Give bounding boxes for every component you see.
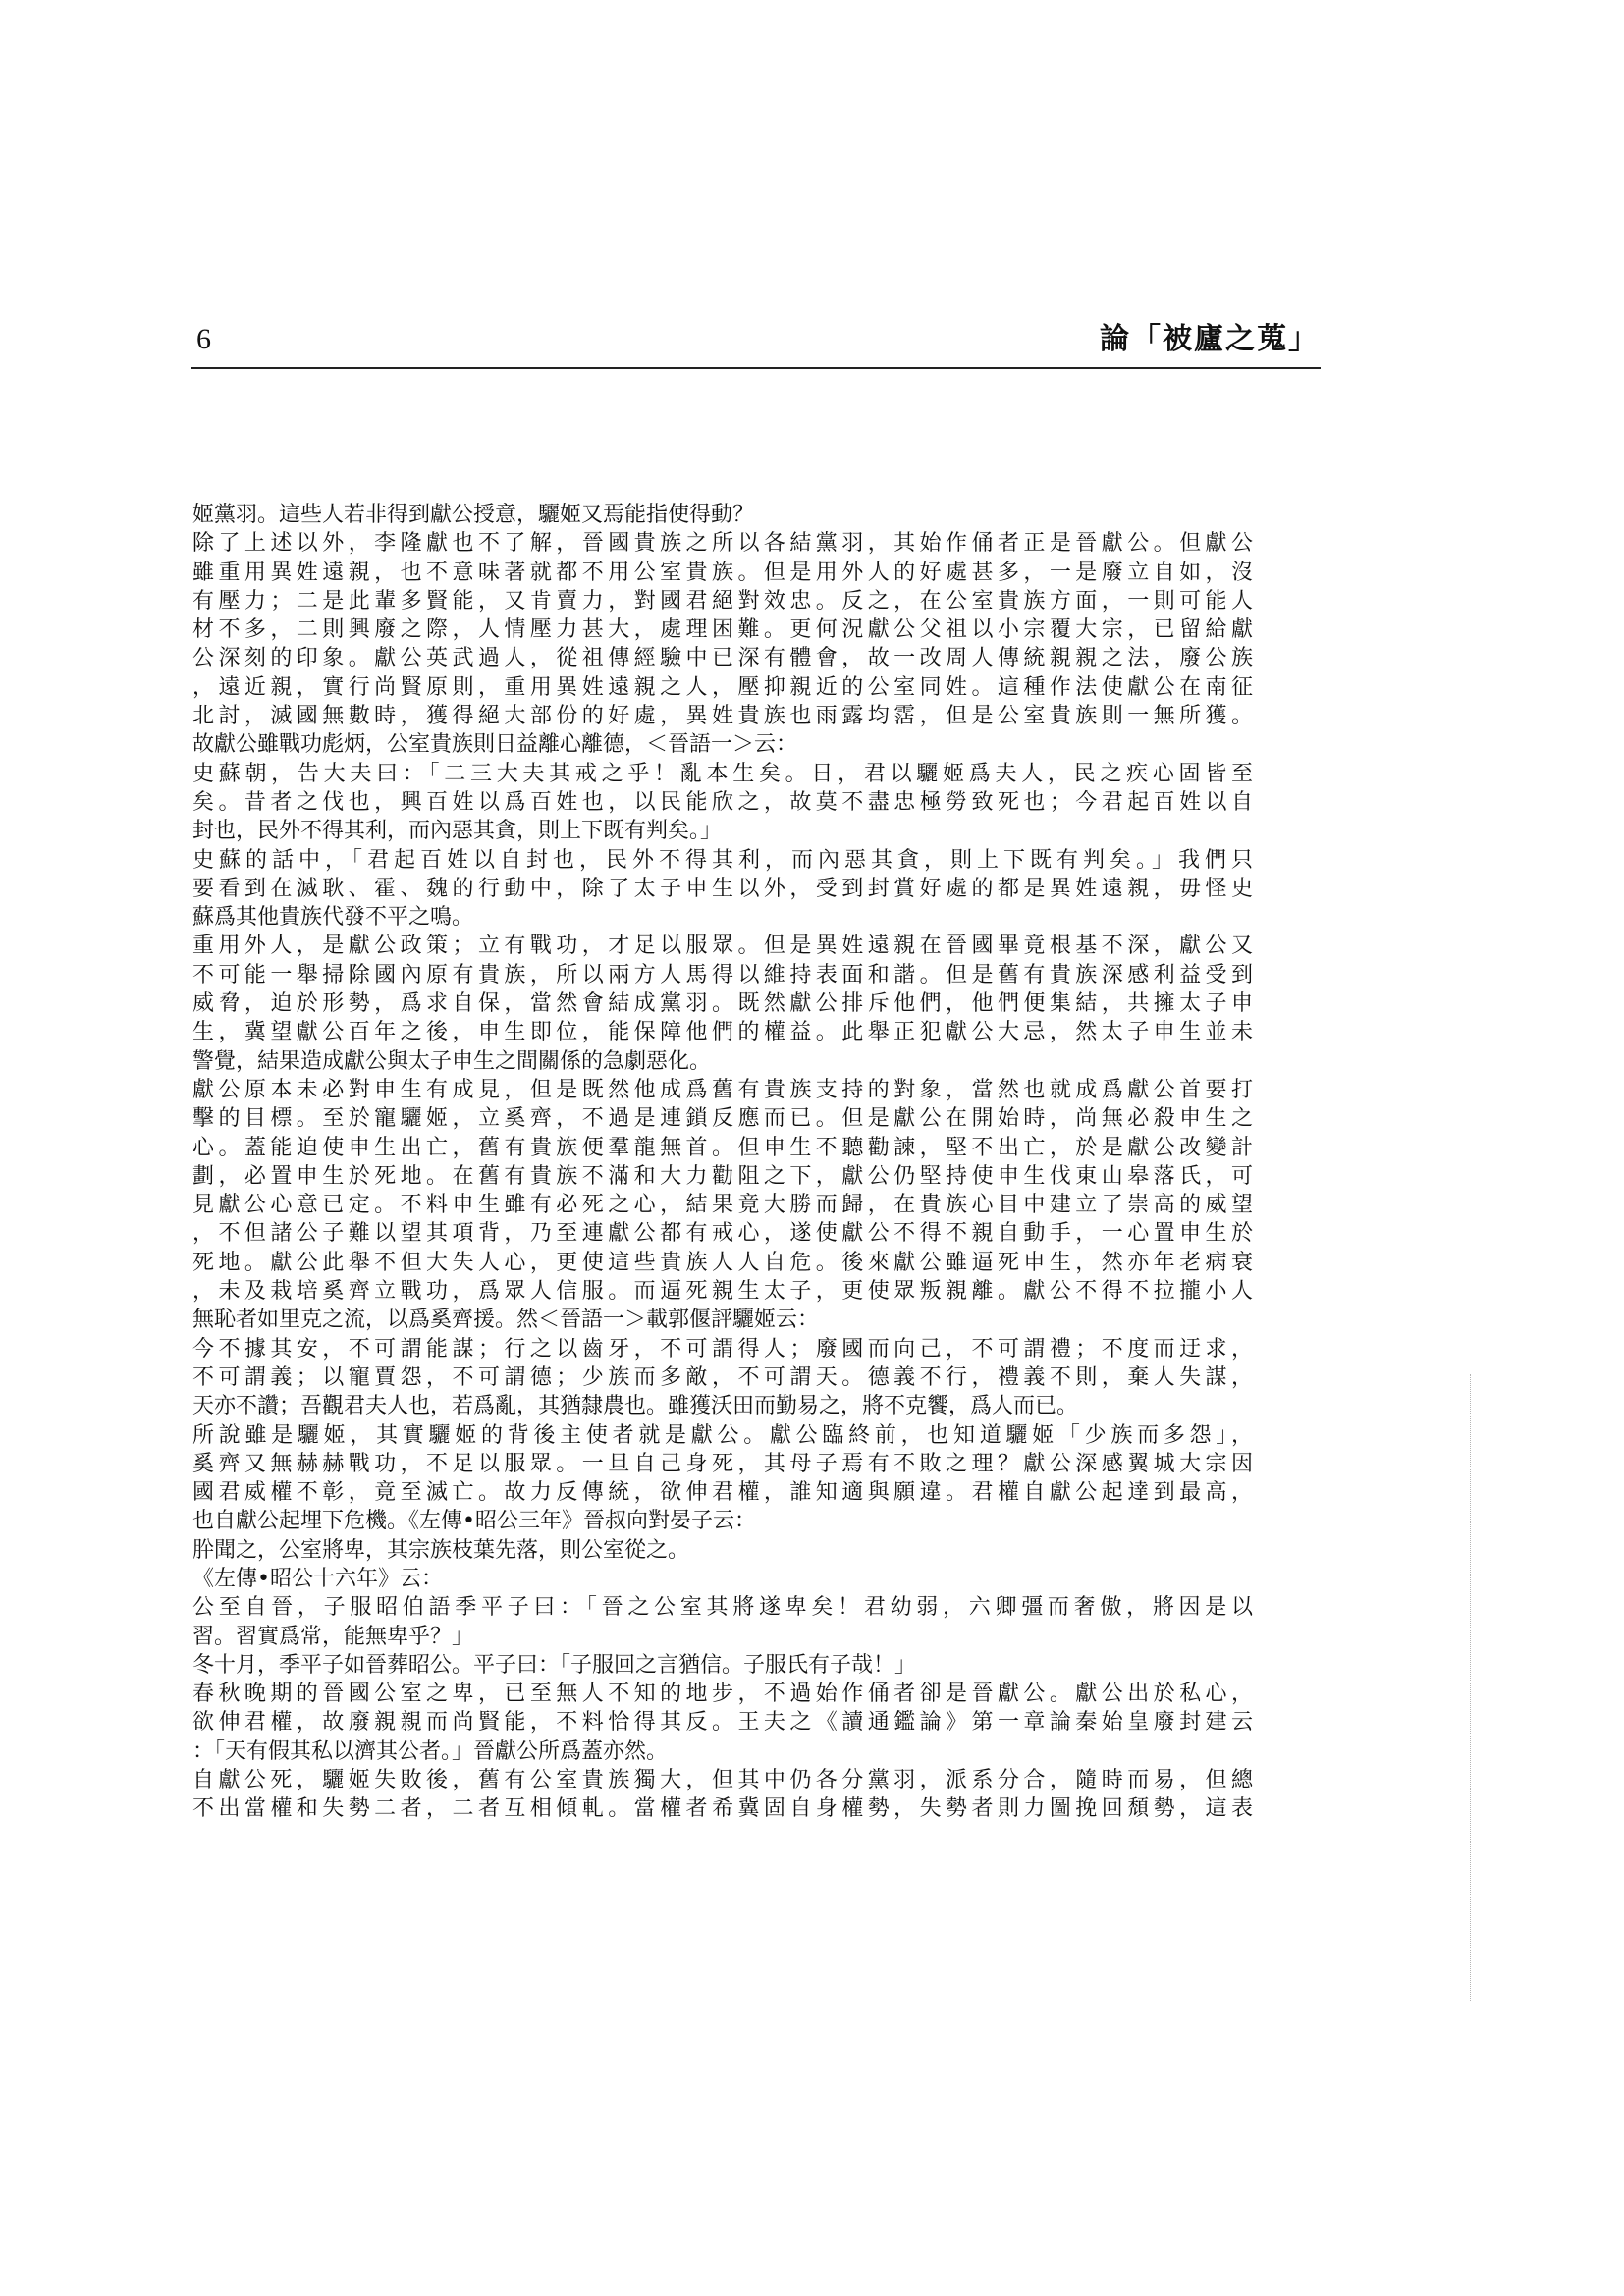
text-line: 天亦不讚；吾觀君夫人也，若爲亂，其猶隸農也。雖獲沃田而勤易之，將不克饗，爲人而已。 [192,1394,1079,1419]
body-text [192,501,1253,1824]
text-line: 《左傳•昭公十六年》云： [192,1566,443,1591]
text-line: 今不據其安，不可謂能謀；行之以齒牙，不可謂得人；廢國而向己，不可謂禮；不度而迂求， [192,1336,1253,1362]
text-line: 警覺，結果造成獻公與太子申生之間關係的急劇惡化。 [192,1048,712,1074]
text-line: 除了上述以外，李隆獻也不了解，晉國貴族之所以各結黨羽，其始作俑者正是晉獻公。但獻公 [192,531,1253,557]
text-line: ：「天有假其私以濟其公者。」晉獻公所爲蓋亦然。 [192,1738,669,1764]
text-line: 不可謂義；以寵賈怨，不可謂德；少族而多敵，不可謂天。德義不行，禮義不則，棄人失謀， [192,1364,1253,1390]
text-line: 死地。獻公此舉不但大失人心，更使這些貴族人人自危。後來獻公雖逼死申生，然亦年老病衰 [192,1250,1253,1275]
text-line: 雖重用異姓遠親，也不意味著就都不用公室貴族。但是用外人的好處甚多，一是廢立自如，沒 [192,560,1253,585]
running-title: 論「被廬之蒐」 [1100,322,1320,356]
text-line: ，遠近親，實行尚賢原則，重用異姓遠親之人，壓抑親近的公室同姓。這種作法使獻公在南征 [192,674,1253,700]
text-line: 材不多，二則興廢之際，人情壓力甚大，處理困難。更何況獻公父祖以小宗覆大宗，已留給獻 [192,617,1253,643]
text-line: 有壓力；二是此輩多賢能，又肯賣力，對國君絕對效忠。反之，在公室貴族方面，一則可能人 [192,588,1253,614]
text-line: 史蘇朝，告大夫曰：「二三大夫其戒之乎！亂本生矣。日，君以驪姬爲夫人，民之疾心固皆至 [192,761,1253,786]
page-number: 6 [196,323,211,355]
text-line: 封也，民外不得其利，而內惡其貪，則上下既有判矣。」 [192,819,723,844]
text-line: 姬黨羽。這些人若非得到獻公授意，驪姬又焉能指使得動？ [192,503,755,527]
text-line: ，不但諸公子難以望其項背，乃至連獻公都有戒心，遂使獻公不得不親自動手，一心置申生於 [192,1221,1253,1247]
binding-edge-mark [1470,1374,1471,2002]
text-line: 自獻公死，驪姬失敗後，舊有公室貴族獨大，但其中仍各分黨羽，派系分合，隨時而易，但總 [192,1768,1253,1793]
text-line: 無恥者如里克之流，以爲奚齊援。然＜晉語一＞載郭偃評驪姬云： [192,1308,820,1333]
text-line: 擊的目標。至於寵驪姬，立奚齊，不過是連鎖反應而已。但是獻公在開始時，尚無必殺申生之 [192,1106,1253,1132]
text-line: 蘇爲其他貴族代發不平之鳴。 [192,905,474,931]
text-line: 也自獻公起埋下危機。《左傳•昭公三年》晉叔向對晏子云： [192,1509,756,1534]
text-line: 要看到在滅耿、霍、魏的行動中，除了太子申生以外，受到封賞好處的都是異姓遠親，毋怪史 [192,876,1253,901]
text-line: 不出當權和失勢二者，二者互相傾軋。當權者希冀固自身權勢，失勢者則力圖挽回頹勢，這表 [192,1796,1253,1822]
header-rule [191,367,1321,369]
text-line: 矣。昔者之伐也，興百姓以爲百姓也，以民能欣之，故莫不盡忠極勞致死也；今君起百姓以自 [192,789,1253,815]
text-line: 國君威權不彰，竟至滅亡。故力反傳統，欲伸君權，誰知適與願違。君權自獻公起達到最高， [192,1480,1253,1506]
text-line: 故獻公雖戰功彪炳，公室貴族則日益離心離德，＜晉語一＞云： [192,732,798,758]
text-line: 獻公原本未必對申生有成見，但是既然他成爲舊有貴族支持的對象，當然也就成爲獻公首要打 [192,1077,1253,1102]
text-line: 威脅，迫於形勢，爲求自保，當然會結成黨羽。既然獻公排斥他們，他們便集結，共擁太子申 [192,991,1253,1017]
text-line: 北討，滅國無數時，獲得絕大部份的好處，異姓貴族也雨露均霑，但是公室貴族則一無所獲。 [192,704,1253,729]
text-line: 劃，必置申生於死地。在舊有貴族不滿和大力勸阻之下，獻公仍堅持使申生伐東山皋落氏，可 [192,1163,1253,1189]
text-line: 不可能一舉掃除國內原有貴族，所以兩方人馬得以維持表面和諧。但是舊有貴族深感利益受到 [192,962,1253,988]
text-line: 欲伸君權，故廢親親而尚賢能，不料恰得其反。王夫之《讀通鑑論》第一章論秦始皇廢封建云 [192,1710,1253,1735]
text-line: 公深刻的印象。獻公英武過人，從祖傳經驗中已深有體會，故一改周人傳統親親之法，廢公族 [192,646,1253,671]
text-line: 重用外人，是獻公政策；立有戰功，才足以服眾。但是異姓遠親在晉國畢竟根基不深，獻公又 [192,934,1253,959]
text-line: 奚齊又無赫赫戰功，不足以服眾。一旦自己身死，其母子焉有不敗之理？獻公深感翼城大宗因 [192,1451,1253,1476]
text-line: 肸聞之，公室將卑，其宗族枝葉先落，則公室從之。 [192,1537,690,1563]
text-line: ，未及栽培奚齊立戰功，爲眾人信服。而逼死親生太子，更使眾叛親離。獻公不得不拉攏小人 [192,1279,1253,1305]
text-line: 見獻公心意已定。不料申生雖有必死之心，結果竟大勝而歸，在貴族心目中建立了崇高的威望 [192,1193,1253,1218]
text-line: 春秋晚期的晉國公室之卑，已至無人不知的地步，不過始作俑者卻是晉獻公。獻公出於私心， [192,1682,1253,1707]
text-line: 冬十月，季平子如晉葬昭公。平子曰：「子服回之言猶信。子服氏有子哉！」 [192,1652,917,1678]
text-line: 生，冀望獻公百年之後，申生即位，能保障他們的權益。此舉正犯獻公大忌，然太子申生並未 [192,1020,1253,1045]
text-line: 心。蓋能迫使申生出亡，舊有貴族便羣龍無首。但申生不聽勸諫，堅不出亡，於是獻公改變計 [192,1135,1253,1160]
text-line: 公至自晉，子服昭伯語季平子曰：「晉之公室其將遂卑矣！君幼弱，六卿彊而奢傲，將因是以 [192,1595,1253,1621]
text-line: 史蘇的話中，「君起百姓以自封也，民外不得其利，而內惡其貪，則上下既有判矣。」我們只 [192,847,1253,873]
text-line: 習。習實爲常，能無卑乎？」 [192,1624,474,1649]
text-line: 所說雖是驪姬，其實驪姬的背後主使者就是獻公。獻公臨終前，也知道驪姬「少族而多怨」， [192,1422,1253,1448]
